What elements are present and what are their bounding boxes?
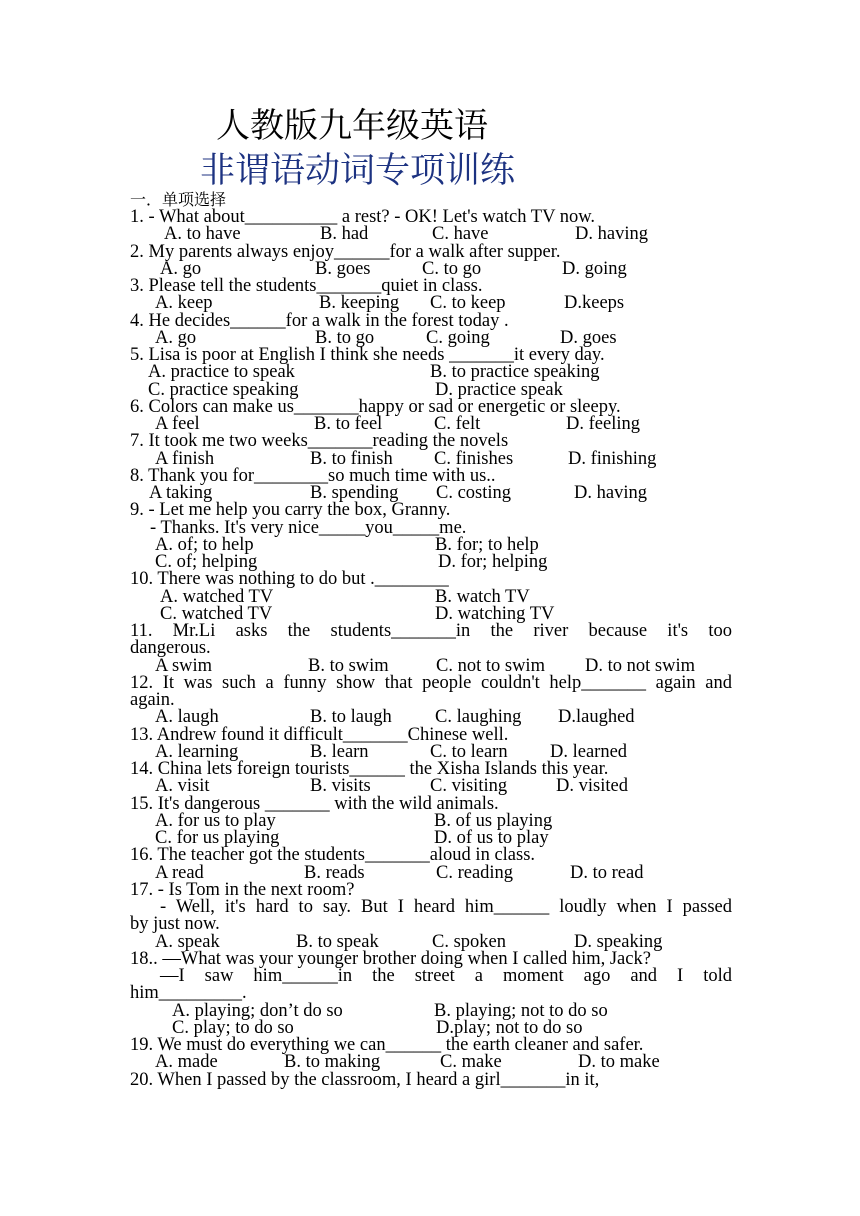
question-text — [130, 1069, 732, 1090]
question-text-line: 3. Please tell the students_______quiet in class. — [130, 276, 483, 296]
answer-option: D. feeling — [566, 414, 640, 434]
answer-option: D. learned — [550, 741, 628, 762]
answer-option: C. to learn — [430, 741, 508, 762]
answer-option: B. reads — [304, 862, 365, 883]
answer-option: A. watched TV — [160, 586, 274, 607]
question-text-line: 6. Colors can make us_______happy or sad or energetic or sleepy. — [130, 396, 621, 417]
question-text-line: 17. - Is Tom in the next room? — [130, 879, 355, 900]
question-text-line: 13. Andrew found it difficult_______Chinese well. — [130, 724, 509, 745]
question-text — [130, 502, 732, 519]
answer-option: C. of; helping — [155, 552, 258, 572]
answer-option: B. to making — [284, 1052, 381, 1073]
answer-option: A. for us to play — [155, 810, 276, 831]
answer-option: D. for; helping — [438, 552, 548, 572]
question-text-line: 18.. —What was your younger brother doing when I called him, Jack? — [130, 948, 651, 969]
question-text-line: 12. It was such a funny show that people couldn't help_______ again and — [130, 672, 732, 693]
answer-option: A. keep — [155, 293, 213, 314]
answer-option: A. to have — [164, 224, 241, 245]
answer-option: A. go — [155, 327, 197, 348]
answer-option: C. for us playing — [155, 828, 280, 848]
answer-option: C. going — [426, 327, 490, 348]
options-row — [130, 778, 732, 795]
answer-option: C. not to swim — [436, 655, 545, 676]
answer-option: D. visited — [556, 776, 628, 797]
answer-option: B. to feel — [314, 414, 383, 434]
question-text-line: 4. He decides______for a walk in the forest today . — [130, 310, 509, 331]
question-text-line: 9. - Let me help you carry the box, Granny. — [130, 500, 451, 521]
answer-option: C. to keep — [430, 293, 506, 314]
answer-option: A feel — [155, 414, 200, 434]
section-heading: 一．单项选择 — [130, 190, 227, 209]
question-text-line: again. — [130, 690, 175, 710]
question-text — [130, 640, 732, 657]
question-text-line: 15. It's dangerous _______ with the wild animals. — [130, 793, 499, 814]
answer-option: C. finishes — [434, 448, 514, 469]
answer-option: B. to go — [315, 327, 375, 348]
question-text-line: 20. When I passed by the classroom, I heard a girl_______in it, — [130, 1069, 600, 1090]
answer-option: B. visits — [310, 776, 371, 797]
document-subtitle: 非谓语动词专项训练 — [200, 151, 516, 191]
answer-option: B. of us playing — [434, 810, 553, 831]
answer-option: B. learn — [310, 741, 369, 762]
answer-option: A taking — [149, 483, 213, 503]
question-text-line: 19. We must do everything we can______ the earth cleaner and safer. — [130, 1035, 644, 1055]
answer-option: D. practice speak — [435, 379, 563, 400]
answer-option: B. keeping — [319, 293, 400, 314]
answer-option: D. goes — [560, 327, 617, 348]
answer-option: A. go — [160, 258, 202, 279]
question-text-line: 1. - What about__________ a rest? - OK! Let's watch TV now. — [130, 207, 596, 227]
question-text-line: 11. Mr.Li asks the students_______in the river because it's too — [130, 621, 732, 641]
answer-option: C. practice speaking — [148, 379, 299, 400]
question-text-line: - Well, it's hard to say. But I heard him______ loudly when I passed — [160, 897, 732, 917]
answer-option: D. having — [575, 224, 648, 245]
answer-option: C. visiting — [430, 776, 508, 797]
question-text-line: 5. Lisa is poor at English I think she needs _______it every day. — [130, 345, 605, 365]
answer-option: D. going — [562, 258, 627, 279]
answer-option: D. finishing — [568, 448, 657, 469]
options-row — [130, 226, 732, 243]
answer-option: D. to read — [570, 862, 644, 883]
question-text — [130, 433, 732, 450]
answer-option: C. spoken — [432, 931, 506, 952]
answer-option: B. to swim — [308, 655, 389, 676]
options-row — [130, 295, 732, 312]
question-text — [130, 571, 732, 588]
answer-option: D. to make — [578, 1052, 660, 1073]
answer-option: C. felt — [434, 414, 481, 434]
question-text-line: 7. It took me two weeks_______reading the novels — [130, 431, 509, 452]
answer-option: D. speaking — [574, 931, 663, 952]
answer-option: B. to practice speaking — [430, 362, 600, 383]
answer-option: B. for; to help — [435, 534, 539, 555]
options-row — [130, 1054, 732, 1071]
answer-option: A. laugh — [155, 707, 219, 728]
question-text-line: 8. Thank you for________so much time with us.. — [130, 465, 496, 486]
answer-option: B. watch TV — [435, 586, 530, 607]
question-text — [130, 847, 732, 864]
answer-option: C. costing — [436, 483, 512, 503]
answer-option: A read — [155, 862, 204, 883]
answer-option: A. made — [155, 1052, 218, 1073]
question-text — [130, 916, 732, 933]
answer-option: D.keeps — [564, 293, 625, 314]
question-text — [130, 899, 732, 916]
answer-option: C. have — [432, 224, 489, 245]
question-text-line: 2. My parents always enjoy______for a walk after supper. — [130, 241, 561, 262]
question-text-line: him_________. — [130, 983, 247, 1004]
answer-option: B. spending — [310, 483, 399, 503]
answer-option: C. make — [440, 1052, 502, 1073]
answer-option: D.play; not to do so — [436, 1017, 583, 1038]
question-text — [130, 396, 732, 417]
answer-option: A. learning — [155, 741, 239, 762]
question-text-line: - Thanks. It's very nice_____you_____me. — [150, 517, 467, 538]
answer-option: A. practice to speak — [148, 362, 295, 383]
question-list — [130, 209, 732, 1089]
answer-option: B. goes — [315, 258, 371, 279]
answer-option: C. watched TV — [160, 603, 273, 624]
answer-option: B. to speak — [296, 931, 379, 952]
question-text — [130, 692, 732, 709]
answer-option: B. to finish — [310, 448, 393, 469]
answer-option: B. playing; not to do so — [434, 1000, 608, 1021]
question-text — [130, 672, 732, 693]
question-text — [130, 623, 732, 640]
question-text-line: 14. China lets foreign tourists______ the Xisha Islands this year. — [130, 759, 609, 779]
question-text-line: by just now. — [130, 914, 220, 935]
answer-option: C. to go — [422, 258, 482, 279]
answer-option: A. of; to help — [155, 534, 254, 555]
answer-option: A swim — [155, 655, 213, 676]
answer-option: A. playing; don’t do so — [172, 1000, 343, 1021]
answer-option: C. play; to do so — [172, 1017, 294, 1038]
answer-option: C. laughing — [435, 707, 522, 728]
options-row — [130, 709, 732, 726]
question-text-line: 10. There was nothing to do but .________ — [130, 569, 449, 590]
answer-option: D. of us to play — [434, 828, 549, 848]
question-text-line: 16. The teacher got the students_______aloud in class. — [130, 845, 536, 866]
answer-option: D. to not swim — [585, 655, 695, 676]
answer-option: B. to laugh — [310, 707, 392, 728]
answer-option: D. watching TV — [435, 603, 555, 624]
answer-option: C. reading — [436, 862, 514, 883]
document-title: 人教版九年级英语 — [216, 106, 488, 146]
answer-option: D. having — [574, 483, 647, 503]
question-text — [130, 985, 732, 1002]
answer-option: A. visit — [155, 776, 210, 797]
answer-option: A finish — [155, 448, 215, 469]
answer-option: D.laughed — [558, 707, 635, 728]
answer-option: A. speak — [155, 931, 220, 952]
question-text-line: —I saw him______in the street a moment ago and I told — [160, 966, 732, 986]
answer-option: B. had — [320, 224, 369, 245]
question-text-line: dangerous. — [130, 638, 211, 659]
options-row — [130, 364, 732, 381]
